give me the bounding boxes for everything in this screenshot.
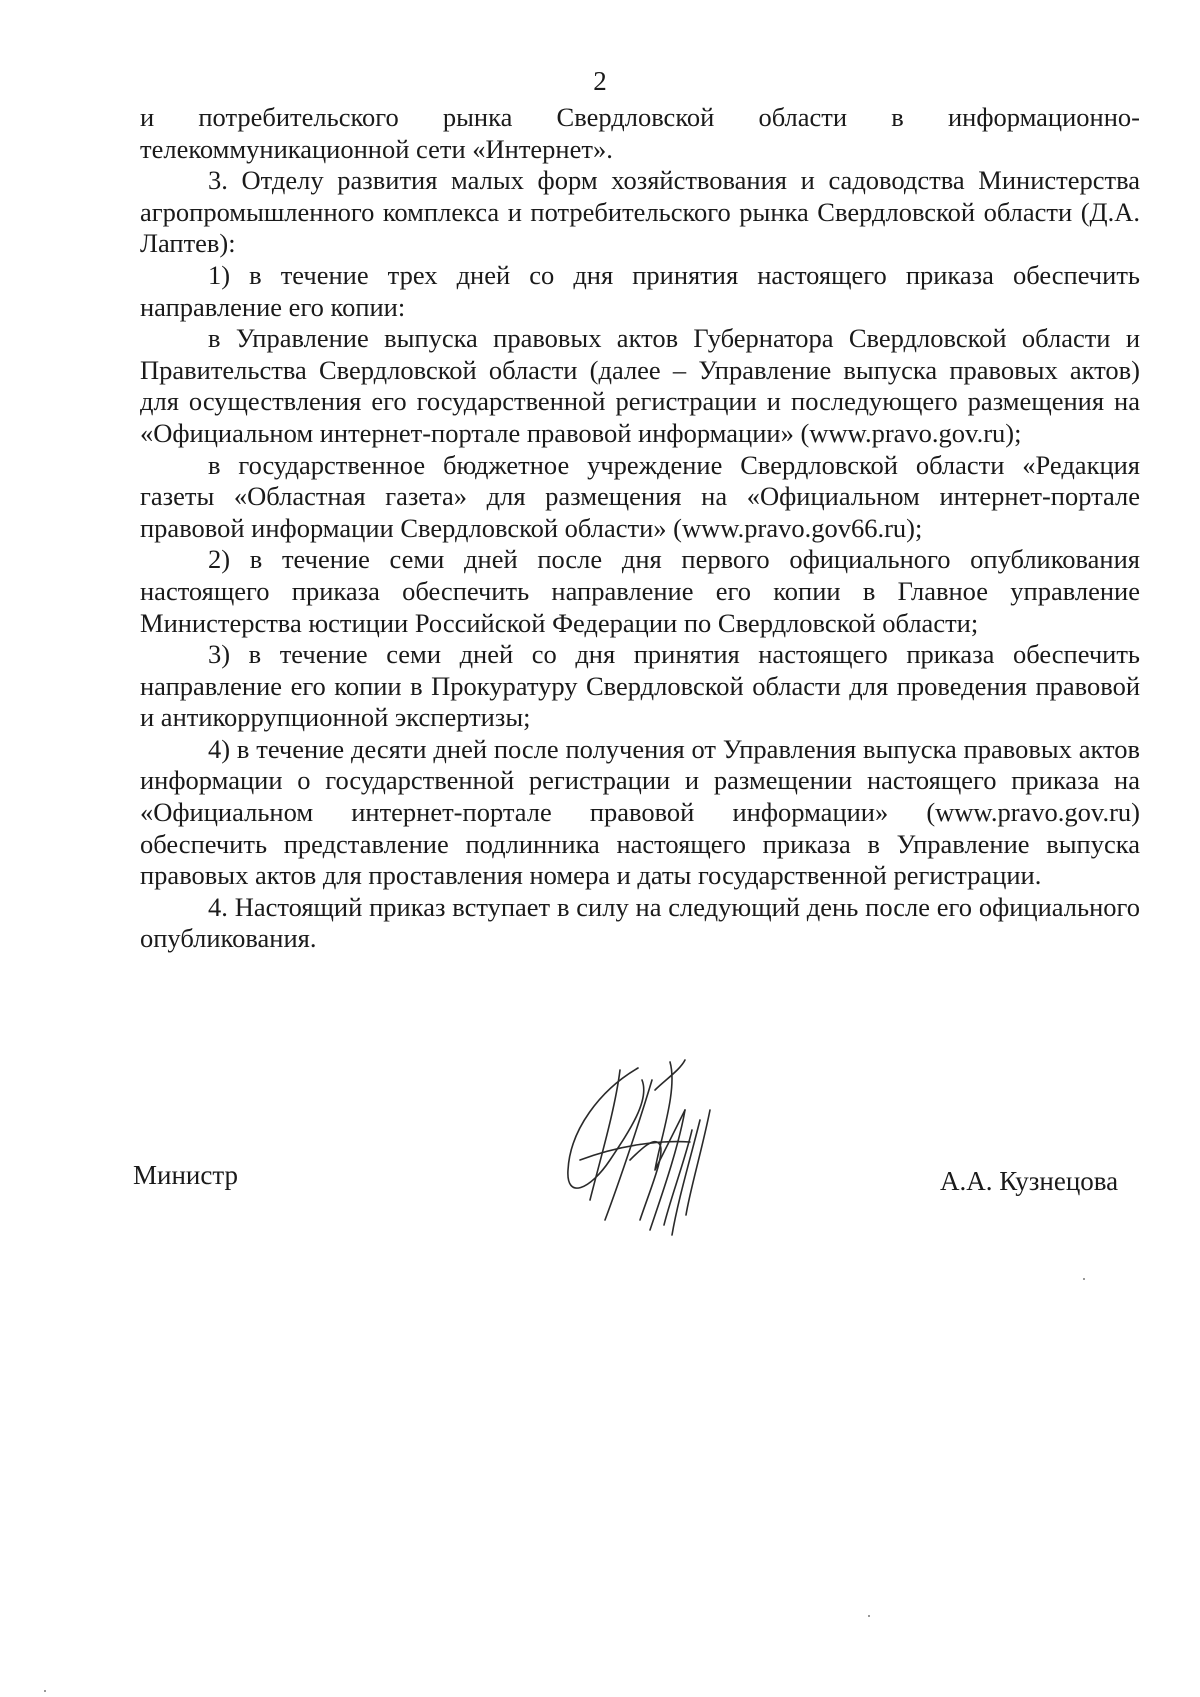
paragraph: 3. Отделу развития малых форм хозяйствования и садоводства Министерства агропромышленного комплекса и потребительского рынка Свердловской области (Д.А. Лаптев): <box>140 165 1140 259</box>
signatory-title: Министр <box>133 1160 238 1190</box>
paragraph: в Управление выпуска правовых актов Губернатора Свердловской области и Правительства Свердловской области (далее – Управление выпуска правовых актов) для осуществления его государственной регистрации и последующего размещения на «Официальном интернет-портале правовой информации» (www.pravo.gov.ru); <box>140 323 1140 448</box>
signature-block <box>0 1050 1200 1250</box>
handwritten-signature <box>560 1050 740 1250</box>
paragraph: и потребительского рынка Свердловской области в информационно-телекоммуникационной сети «Интернет». <box>140 102 1140 164</box>
paragraph: 4. Настоящий приказ вступает в силу на следующий день после его официального опубликования. <box>140 891 1140 954</box>
paragraph: 4) в течение десяти дней после получения от Управления выпуска правовых актов информации о государственной регистрации и размещении настоящего приказа на «Официальном интернет-портале правовой информации» (www.pravo.gov.ru) обеспечить представление подлинника настоящего приказа в Управление выпуска правовых актов для проставления номера и даты государственной регистрации. <box>140 733 1140 891</box>
paragraph: 3) в течение семи дней со дня принятия настоящего приказа обеспечить направление его копии в Прокуратуру Свердловской области для проведения правовой и антикоррупционной экспертизы; <box>140 639 1140 733</box>
document-body <box>140 102 1140 955</box>
signatory-name: А.А. Кузнецова <box>940 1166 1119 1196</box>
paragraph: 1) в течение трех дней со дня принятия настоящего приказа обеспечить направление его копии: <box>140 259 1140 322</box>
paragraph: в государственное бюджетное учреждение Свердловской области «Редакция газеты «Областная газета» для размещения на «Официальном интернет-портале правовой информации Свердловской области» (www.pravo.gov66.ru); <box>140 449 1140 543</box>
page-number: 2 <box>593 66 607 96</box>
scan-speck <box>44 1690 46 1692</box>
scan-speck <box>868 1615 870 1617</box>
scan-speck <box>1083 1278 1085 1280</box>
paragraph: 2) в течение семи дней после дня первого официального опубликования настоящего приказа обеспечить направление его копии в Главное управление Министерства юстиции Российской Федерации по Свердловской области; <box>140 544 1140 638</box>
